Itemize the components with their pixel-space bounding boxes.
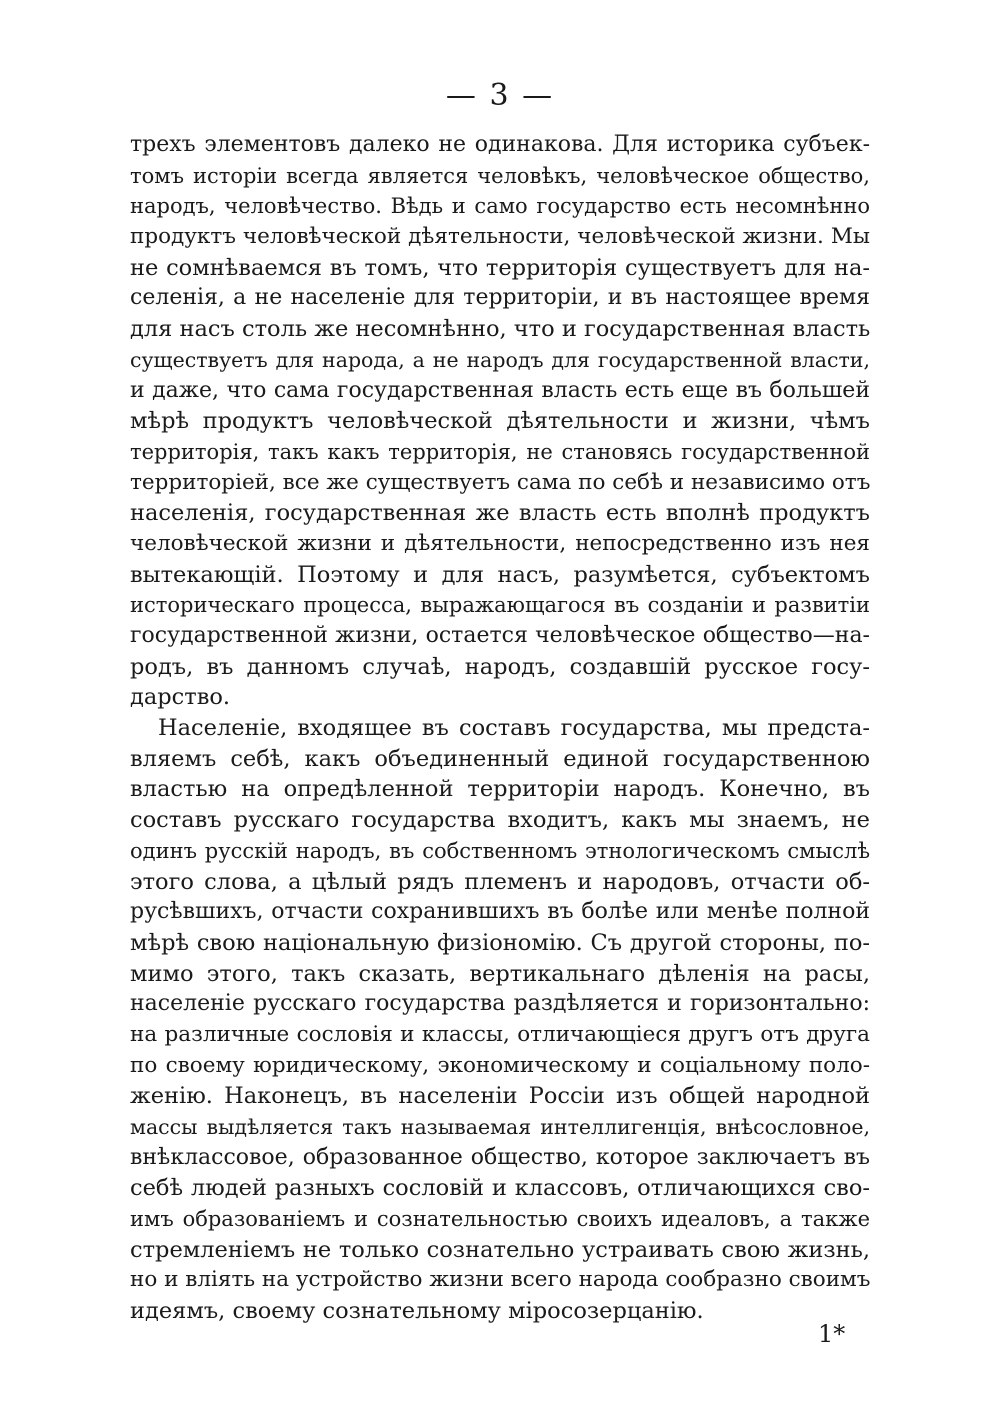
text-line: себѣ людей разныхъ сословій и классовъ, отличающихся сво- — [130, 1175, 870, 1202]
text-line: Населеніе, входящее въ составъ государства, мы предста- — [158, 715, 870, 742]
text-line: русѣвшихъ, отчасти сохранившихъ въ болѣе или менѣе полной — [130, 899, 870, 925]
text-line: государственной жизни, остается человѣческое общество—на- — [130, 623, 870, 648]
text-line: мѣрѣ продуктъ человѣческой дѣятельности и жизни, чѣмъ — [130, 408, 870, 435]
text-line: историческаго процесса, выражающагося въ созданіи и развитіи — [130, 593, 870, 618]
text-line: идеямъ, своему сознательному міросозерцанію. — [130, 1298, 704, 1325]
text-line: составъ русскаго государства входитъ, какъ мы знаемъ, не — [130, 807, 870, 834]
body-text — [130, 130, 870, 1327]
text-line: на различные сословія и классы, отличающіеся другъ отъ друга — [130, 1021, 870, 1047]
text-line: имъ образованіемъ и сознательностью своихъ идеаловъ, а также — [130, 1207, 870, 1232]
text-line: мѣрѣ свою національную физіономію. Съ другой стороны, по- — [130, 929, 870, 956]
text-line: дарство. — [130, 684, 231, 711]
paragraph-1 — [130, 130, 870, 713]
text-line: продуктъ человѣческой дѣятельности, человѣческой жизни. Мы — [130, 224, 870, 250]
paragraph-2 — [130, 713, 870, 1327]
text-line: существуетъ для народа, а не народъ для государственной власти, — [130, 347, 870, 372]
text-line: народъ, человѣчество. Вѣдь и само государство есть несомнѣнно — [130, 194, 870, 219]
text-line: одинъ русскій народъ, въ собственномъ этнологическомъ смыслѣ — [130, 838, 870, 863]
text-line: этого слова, а цѣлый рядъ племенъ и народовъ, отчасти об- — [130, 868, 870, 895]
text-line: для насъ столь же несомнѣнно, что и государственная власть — [130, 316, 871, 343]
text-line: вляемъ себѣ, какъ объединенный единой государственною — [130, 745, 870, 772]
text-line: человѣческой жизни и дѣятельности, непосредственно изъ нея — [130, 530, 870, 556]
text-line: по своему юридическому, экономическому и соціальному поло- — [130, 1052, 870, 1078]
text-line: массы выдѣляется такъ называемая интеллигенція, внѣсословное, — [130, 1115, 870, 1139]
text-line: властью на опредѣленной территоріи народъ. Конечно, въ — [130, 776, 870, 803]
text-line: но и вліять на устройство жизни всего народа сообразно своимъ — [130, 1267, 871, 1293]
text-line: внѣклассовое, образованное общество, которое заключаетъ въ — [130, 1144, 870, 1170]
text-line: и даже, что сама государственная власть есть еще въ большей — [130, 377, 870, 403]
text-line: населеніе русскаго государства раздѣляется и горизонтально: — [130, 991, 870, 1017]
text-line: населенія, государственная же власть есть вполнѣ продуктъ — [130, 500, 870, 527]
text-line: женію. Наконецъ, въ населеніи Россіи изъ общей народной — [130, 1083, 870, 1110]
text-line: трехъ элементовъ далеко не одинакова. Для историка субъек- — [130, 132, 870, 157]
text-line: томъ исторіи всегда является человѣкъ, человѣческое общество, — [130, 163, 870, 188]
text-line: стремленіемъ не только сознательно устраивать свою жизнь, — [130, 1236, 870, 1263]
text-line: вытекающій. Поэтому и для насъ, разумѣется, субъектомъ — [130, 561, 870, 588]
text-line: родъ, въ данномъ случаѣ, народъ, создавшій русское госу- — [130, 653, 870, 680]
signature-mark: 1* — [818, 1320, 846, 1348]
page-number: — 3 — — [445, 78, 555, 113]
text-line: территорія, такъ какъ территорія, не становясь государственной — [130, 439, 870, 464]
text-line: не сомнѣваемся въ томъ, что территорія существуетъ для на- — [130, 254, 870, 281]
text-line: территоріей, все же существуетъ сама по себѣ и независимо отъ — [130, 469, 871, 495]
text-line: мимо этого, такъ сказать, вертикальнаго дѣленія на расы, — [130, 960, 870, 987]
text-line: селенія, а не населеніе для территоріи, и въ настоящее время — [130, 285, 870, 311]
